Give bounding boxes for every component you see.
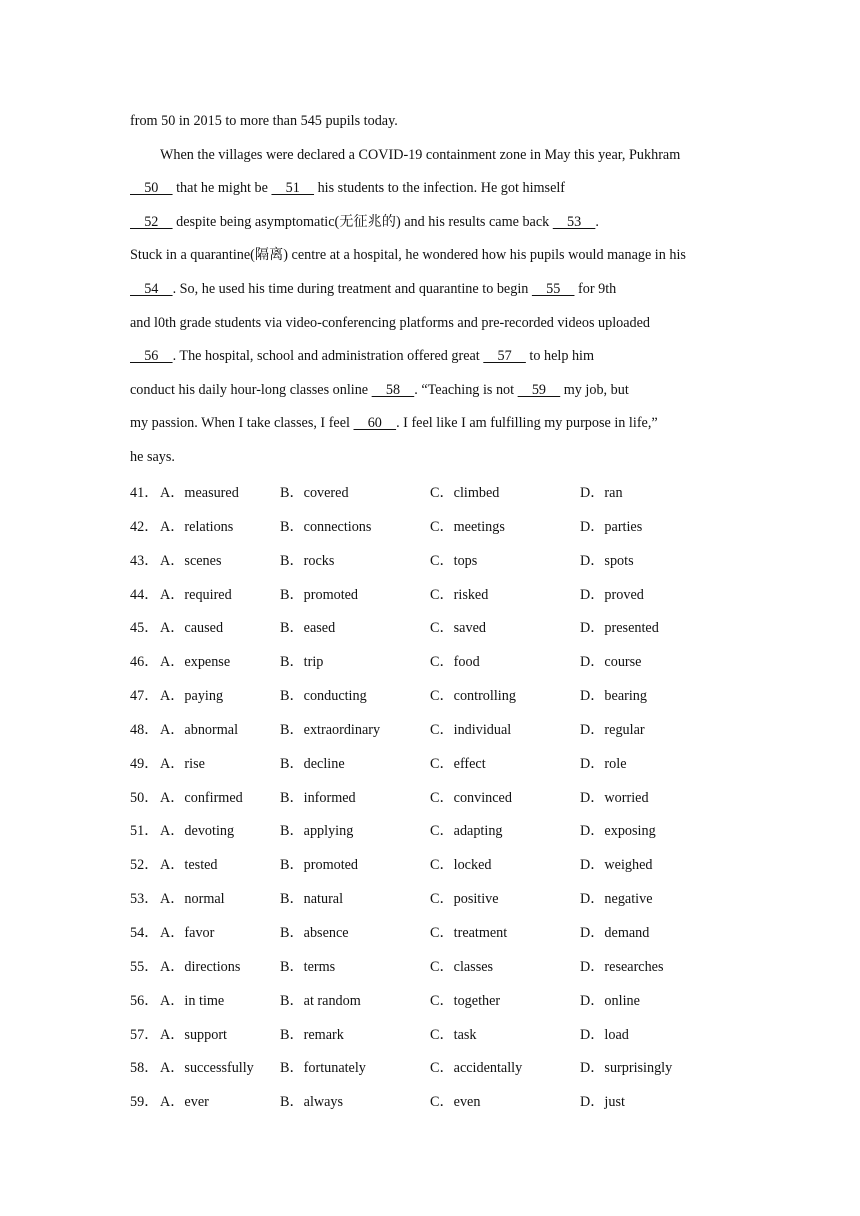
passage-line	[130, 273, 740, 307]
option-a: A．favor	[160, 924, 215, 941]
option-a: A．required	[160, 586, 232, 603]
option-d: D．weighed	[580, 857, 653, 874]
option-b: B．at random	[280, 992, 361, 1009]
option-a: A．ever	[160, 1094, 209, 1111]
option-d: D．researches	[580, 958, 664, 975]
option-c: C．convinced	[430, 789, 512, 806]
blank-50: 50	[130, 180, 173, 197]
option-a: A．confirmed	[160, 789, 243, 806]
blank-53: 53	[552, 213, 596, 230]
option-d: D．negative	[580, 891, 653, 908]
option-a: A．caused	[160, 620, 224, 637]
option-a: A．abnormal	[160, 721, 239, 738]
option-a: A．normal	[160, 891, 225, 908]
option-b: B．informed	[280, 789, 356, 806]
option-b: B．promoted	[280, 857, 359, 874]
passage-text: conduct his daily hour-long classes online	[130, 381, 372, 398]
option-d: D．just	[580, 1094, 625, 1111]
option-a: A．successfully	[160, 1060, 254, 1077]
option-c: C．even	[430, 1094, 481, 1111]
option-b: B．promoted	[280, 586, 359, 603]
option-b: B．fortunately	[280, 1060, 366, 1077]
option-d: D．surprisingly	[580, 1060, 673, 1077]
question-number: 44．	[130, 586, 159, 603]
blank-51: 51	[271, 180, 315, 197]
option-c: C．climbed	[430, 485, 500, 501]
option-c: C．adapting	[430, 823, 503, 840]
passage-text: my passion. When I take classes, I feel	[130, 415, 354, 432]
option-c: C．meetings	[430, 518, 505, 535]
option-d: D．parties	[580, 518, 643, 535]
question-number: 55．	[130, 958, 159, 975]
option-d: D．regular	[580, 721, 645, 738]
option-a: A．paying	[160, 688, 224, 705]
option-b: B．natural	[280, 891, 344, 908]
question-number: 57．	[130, 1026, 159, 1043]
option-c: C．controlling	[430, 688, 516, 705]
passage-text: for 9th	[574, 280, 617, 297]
question-number: 50．	[130, 789, 159, 806]
option-b: B．connections	[280, 518, 372, 535]
option-d: D．presented	[580, 620, 659, 637]
option-a: A．devoting	[160, 823, 235, 840]
option-a: A．support	[160, 1026, 227, 1043]
option-a: A．scenes	[160, 552, 222, 569]
option-c: C．together	[430, 992, 501, 1009]
option-d: D．worried	[580, 789, 649, 806]
passage-line: and l0th grade students via video-conferencing platforms and pre-recorded videos uploaded	[130, 314, 651, 331]
option-d: D．bearing	[580, 688, 647, 705]
blank-54: 54	[130, 280, 173, 297]
option-c: C．individual	[430, 721, 512, 738]
question-number: 56．	[130, 992, 159, 1009]
passage-text: to help him	[525, 348, 595, 365]
blank-60: 60	[353, 415, 397, 432]
question-number: 49．	[130, 755, 159, 772]
cloze-passage	[130, 105, 740, 475]
blank-59: 59	[517, 381, 561, 398]
passage-text: .	[595, 213, 599, 230]
option-d: D．load	[580, 1026, 629, 1043]
passage-line	[130, 407, 740, 441]
option-a: A．measured	[160, 485, 239, 501]
passage-text: . “Teaching is not	[414, 381, 518, 398]
option-c: C．locked	[430, 857, 492, 874]
blank-58: 58	[371, 381, 415, 398]
blank-57: 57	[483, 348, 526, 365]
option-c: C．tops	[430, 552, 478, 569]
option-b: B．eased	[280, 620, 336, 637]
question-number: 42．	[130, 518, 159, 535]
passage-text: despite being asymptomatic(无征兆的) and his results came back	[172, 213, 553, 230]
passage-line: When the villages were declared a COVID-19 containment zone in May this year, Pukhram	[160, 146, 681, 163]
question-number: 45．	[130, 620, 159, 637]
option-c: C．positive	[430, 891, 499, 908]
option-b: B．rocks	[280, 552, 335, 569]
option-c: C．treatment	[430, 924, 508, 941]
option-d: D．demand	[580, 924, 650, 941]
question-number: 51．	[130, 823, 159, 840]
passage-text: my job, but	[560, 381, 629, 398]
question-number: 47．	[130, 688, 159, 705]
option-d: D．course	[580, 654, 642, 671]
option-d: D．role	[580, 755, 627, 772]
option-b: B．applying	[280, 823, 354, 840]
blank-55: 55	[531, 280, 575, 297]
blank-52: 52	[130, 213, 173, 230]
option-c: C．accidentally	[430, 1060, 523, 1077]
option-a: A．directions	[160, 958, 241, 975]
option-c: C．saved	[430, 620, 486, 637]
option-a: A．rise	[160, 755, 205, 772]
question-number: 46．	[130, 654, 159, 671]
option-b: B．decline	[280, 755, 345, 772]
option-c: C．risked	[430, 586, 489, 603]
option-d: D．spots	[580, 552, 634, 569]
question-number: 58．	[130, 1060, 159, 1077]
passage-text: . So, he used his time during treatment and quarantine to begin	[172, 280, 532, 297]
passage-text: his students to the infection. He got himself	[314, 180, 566, 197]
option-b: B．trip	[280, 654, 324, 671]
option-b: B．covered	[280, 485, 349, 501]
option-b: B．absence	[280, 924, 349, 941]
passage-line	[130, 374, 740, 408]
option-a: A．in time	[160, 992, 225, 1009]
question-number: 52．	[130, 857, 159, 874]
passage-line	[130, 172, 740, 206]
option-b: B．extraordinary	[280, 721, 381, 738]
option-d: D．proved	[580, 586, 644, 603]
question-number: 41．	[130, 485, 159, 501]
blank-56: 56	[130, 348, 173, 365]
passage-line	[130, 206, 740, 240]
option-a: A．relations	[160, 518, 234, 535]
option-a: A．expense	[160, 654, 231, 671]
option-d: D．exposing	[580, 823, 656, 840]
passage-text: that he might be	[172, 180, 272, 197]
passage-line: Stuck in a quarantine(隔离) centre at a hospital, he wondered how his pupils would manage in his	[130, 247, 686, 264]
question-number: 54．	[130, 924, 159, 941]
passage-line	[130, 340, 740, 374]
option-b: B．remark	[280, 1026, 344, 1043]
option-a: A．tested	[160, 857, 218, 874]
option-b: B．terms	[280, 958, 336, 975]
passage-text: . The hospital, school and administration offered great	[172, 348, 484, 365]
option-c: C．food	[430, 654, 480, 671]
option-b: B．always	[280, 1094, 344, 1111]
passage-line: from 50 in 2015 to more than 545 pupils today.	[130, 113, 398, 129]
question-number: 53．	[130, 891, 159, 908]
option-c: C．effect	[430, 755, 486, 772]
question-number: 59．	[130, 1094, 159, 1111]
question-number: 48．	[130, 721, 159, 738]
option-c: C．classes	[430, 958, 494, 975]
option-c: C．task	[430, 1026, 477, 1043]
question-number: 43．	[130, 552, 159, 569]
option-d: D．online	[580, 992, 640, 1009]
option-d: D．ran	[580, 485, 623, 501]
passage-line: he says.	[130, 448, 175, 465]
passage-text: . I feel like I am fulfilling my purpose in life,”	[396, 415, 658, 432]
option-b: B．conducting	[280, 688, 367, 705]
